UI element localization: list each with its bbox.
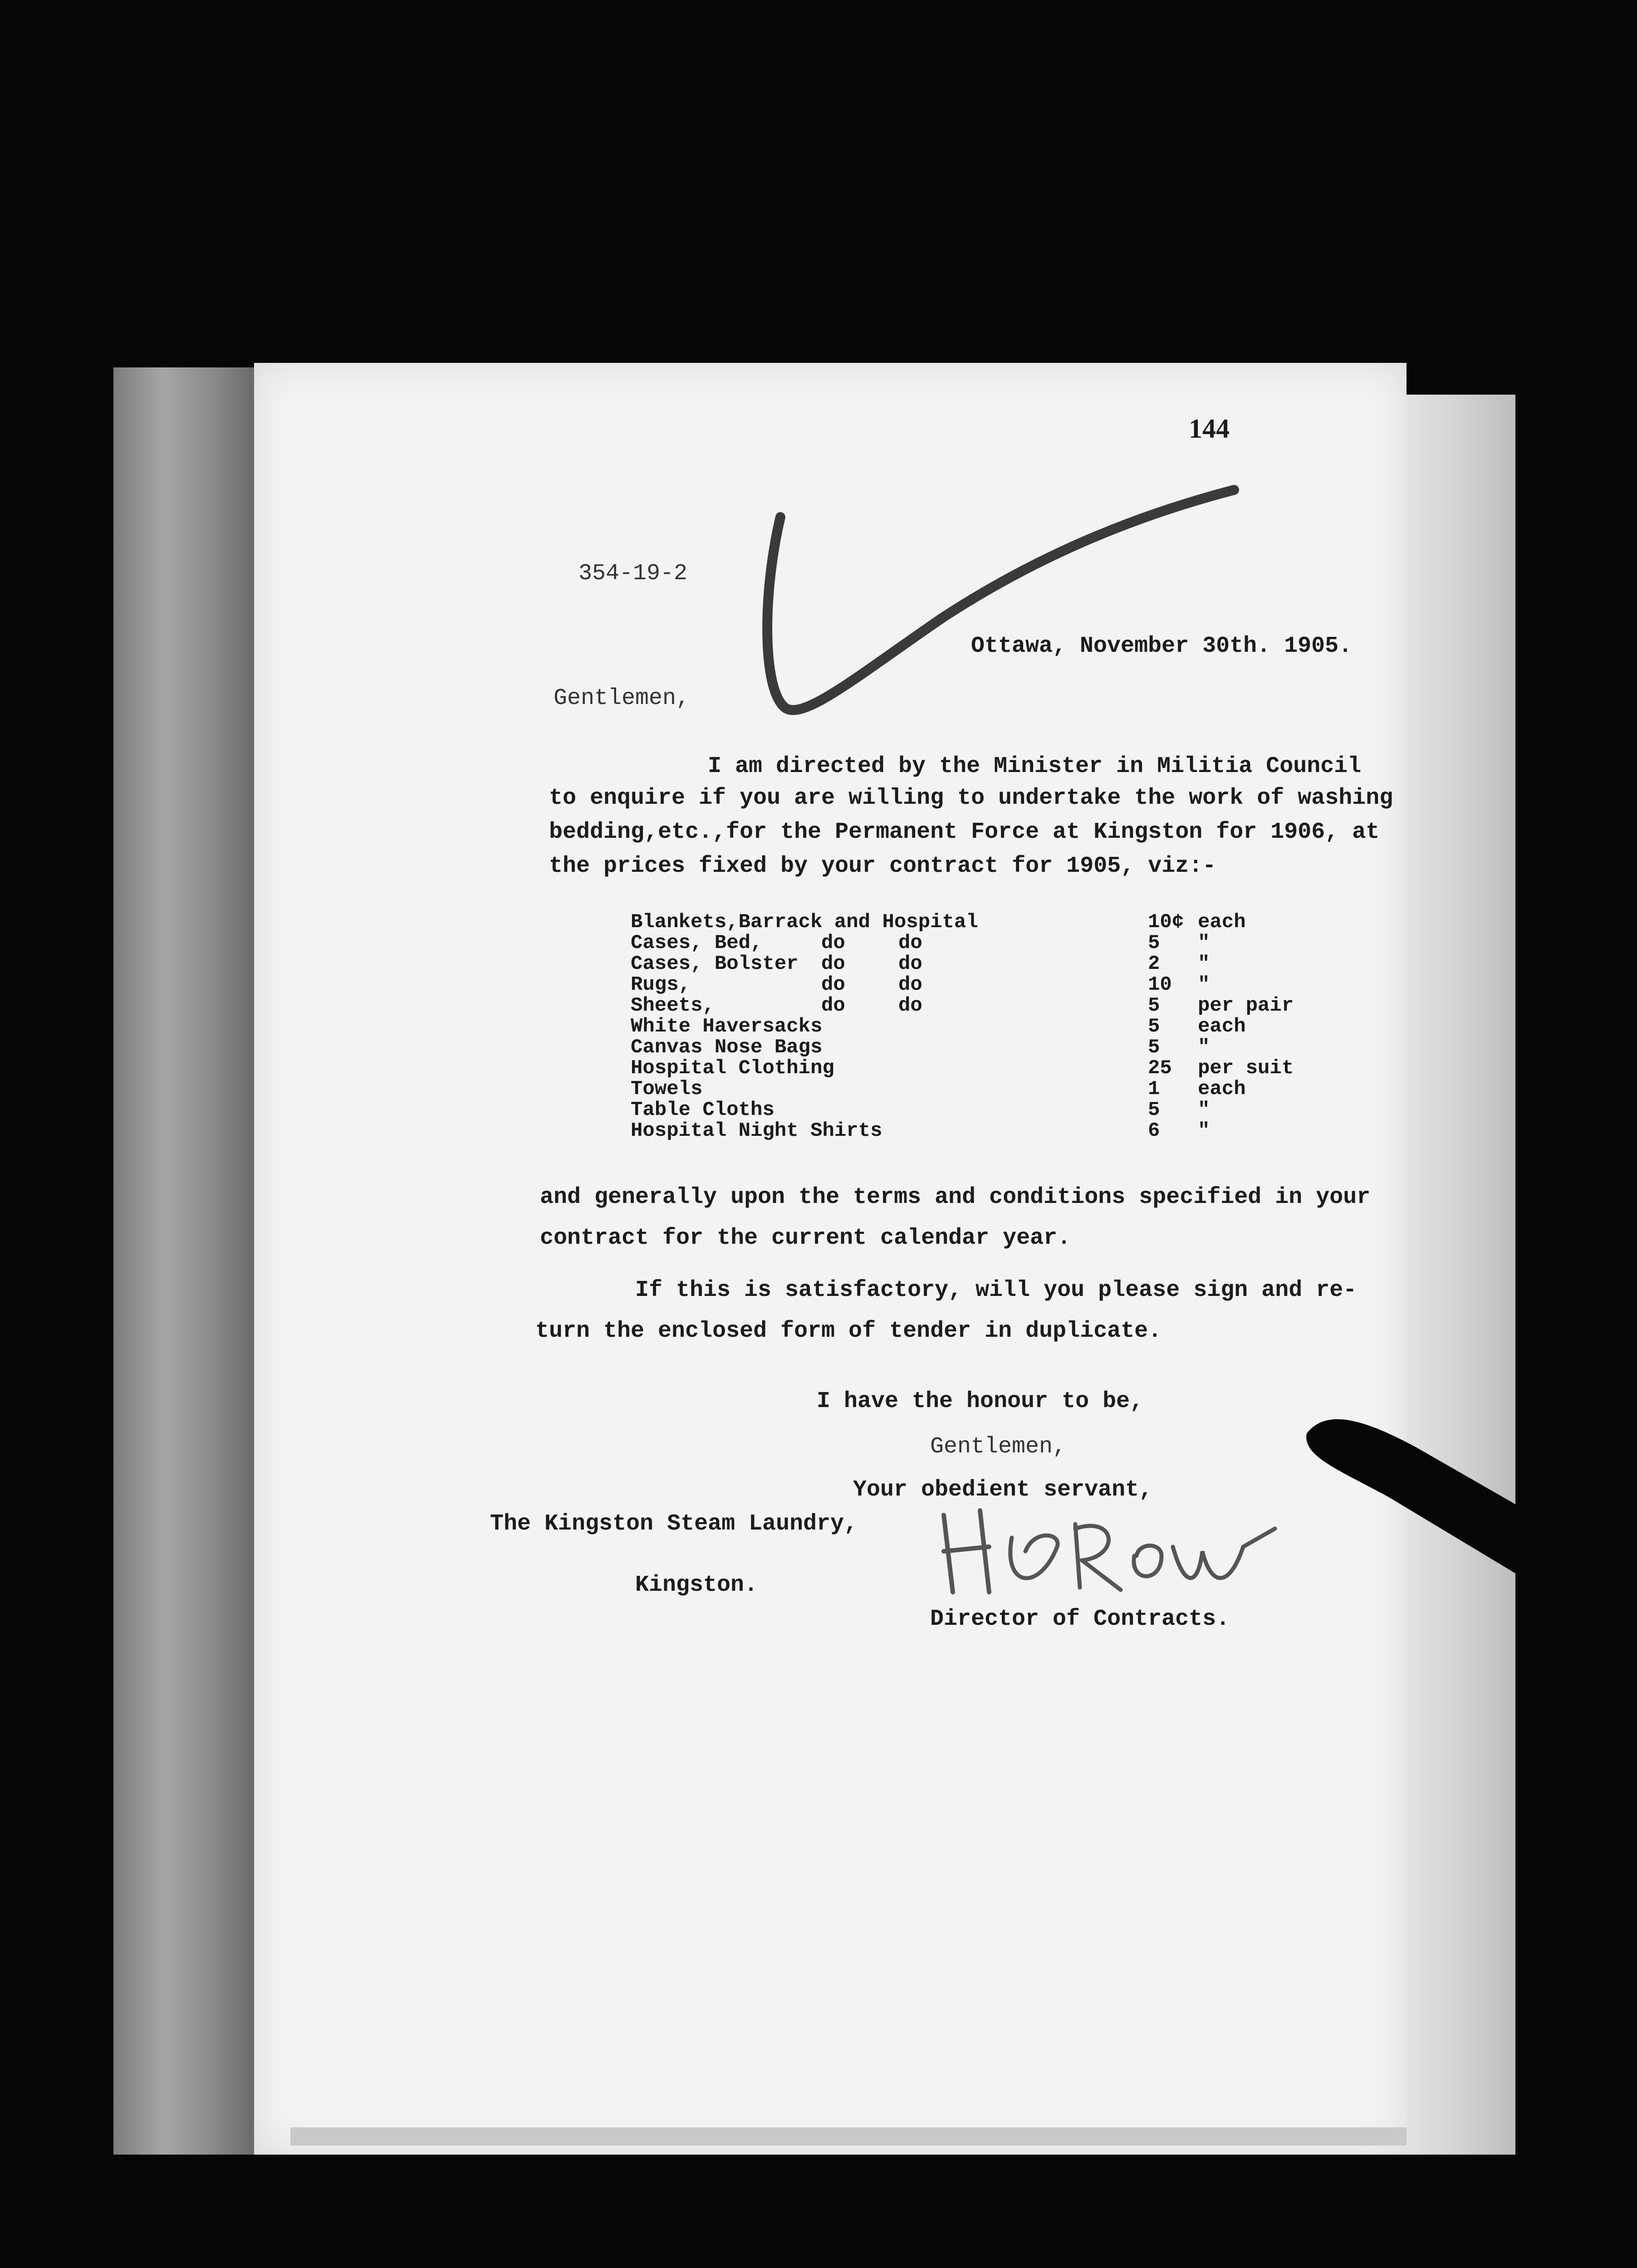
page-bottom-edge: [290, 2127, 1407, 2146]
item-price: 5: [1148, 994, 1160, 1017]
item-unit: ": [1198, 973, 1210, 996]
item-name: Table Cloths: [631, 1099, 774, 1121]
item-price: 5: [1148, 1015, 1160, 1038]
item-price: 10: [1148, 973, 1172, 996]
body-line-1: I am directed by the Minister in Militia Council: [708, 753, 1362, 779]
handwritten-signature: [926, 1497, 1279, 1606]
closing-line-2: contract for the current calendar year.: [540, 1225, 1071, 1251]
item-unit: each: [1198, 1015, 1246, 1038]
list-item: [631, 912, 1348, 933]
item-unit: ": [1198, 1036, 1210, 1059]
item-name: Cases, Bed,: [631, 932, 763, 954]
list-item: [631, 995, 1348, 1016]
signoff-title: Director of Contracts.: [930, 1606, 1230, 1632]
item-ditto: do: [821, 994, 845, 1017]
list-item: [631, 953, 1348, 974]
signoff-honour: I have the honour to be,: [817, 1388, 1144, 1414]
item-price: 2: [1148, 953, 1160, 975]
item-name: Rugs,: [631, 973, 691, 996]
item-ditto: do: [821, 973, 845, 996]
list-item: [631, 1100, 1348, 1120]
check-mark-annotation: [753, 481, 1243, 735]
salutation: Gentlemen,: [554, 685, 690, 711]
item-unit: ": [1198, 1119, 1210, 1142]
item-ditto: do: [898, 994, 922, 1017]
item-name: White Haversacks: [631, 1015, 823, 1038]
item-price: 10¢: [1148, 911, 1184, 934]
item-ditto: do: [898, 953, 922, 975]
item-name: Towels: [631, 1078, 703, 1100]
item-name: Sheets,: [631, 994, 715, 1017]
addressee-city: Kingston.: [635, 1572, 758, 1598]
request-line-1: If this is satisfactory, will you please sign and re-: [635, 1277, 1357, 1303]
left-page-strip: [113, 367, 254, 2155]
pen-shadow: [1298, 1393, 1637, 1647]
item-ditto: do: [898, 932, 922, 954]
closing-line-1: and generally upon the terms and conditions specified in your: [540, 1184, 1371, 1210]
price-list: [631, 912, 1348, 1141]
item-name: Cases, Bolster: [631, 953, 799, 975]
item-name: Blankets,Barrack and Hospital: [631, 911, 978, 934]
item-price: 5: [1148, 932, 1160, 954]
file-number: 354-19-2: [578, 561, 688, 587]
item-price: 5: [1148, 1036, 1160, 1059]
item-ditto: do: [821, 953, 845, 975]
body-line-2: to enquire if you are willing to undertake the work of washing: [549, 785, 1393, 811]
list-item: [631, 1079, 1348, 1100]
signoff-gentlemen: Gentlemen,: [930, 1434, 1067, 1460]
signoff-servant: Your obedient servant,: [853, 1477, 1153, 1503]
list-item: [631, 974, 1348, 995]
item-name: Hospital Clothing: [631, 1057, 834, 1080]
item-price: 5: [1148, 1099, 1160, 1121]
item-price: 6: [1148, 1119, 1160, 1142]
item-unit: ": [1198, 953, 1210, 975]
item-name: Canvas Nose Bags: [631, 1036, 823, 1059]
item-ditto: do: [821, 932, 845, 954]
item-unit: ": [1198, 1099, 1210, 1121]
list-item: [631, 1120, 1348, 1141]
body-line-3: bedding,etc.,for the Permanent Force at Kingston for 1906, at: [549, 819, 1380, 845]
item-price: 1: [1148, 1078, 1160, 1100]
addressee-name: The Kingston Steam Laundry,: [490, 1511, 858, 1537]
item-unit: each: [1198, 911, 1246, 934]
request-line-2: turn the enclosed form of tender in duplicate.: [535, 1318, 1162, 1344]
item-ditto: do: [898, 973, 922, 996]
list-item: [631, 1016, 1348, 1037]
page-number: 144: [1189, 414, 1230, 444]
item-unit: each: [1198, 1078, 1246, 1100]
list-item: [631, 1058, 1348, 1079]
item-unit: per pair: [1198, 994, 1294, 1017]
item-unit: ": [1198, 932, 1210, 954]
item-unit: per suit: [1198, 1057, 1294, 1080]
item-price: 25: [1148, 1057, 1172, 1080]
body-line-4: the prices fixed by your contract for 1905, viz:-: [549, 853, 1216, 879]
list-item: [631, 933, 1348, 953]
letter-date: Ottawa, November 30th. 1905.: [971, 633, 1353, 659]
list-item: [631, 1037, 1348, 1058]
item-name: Hospital Night Shirts: [631, 1119, 882, 1142]
